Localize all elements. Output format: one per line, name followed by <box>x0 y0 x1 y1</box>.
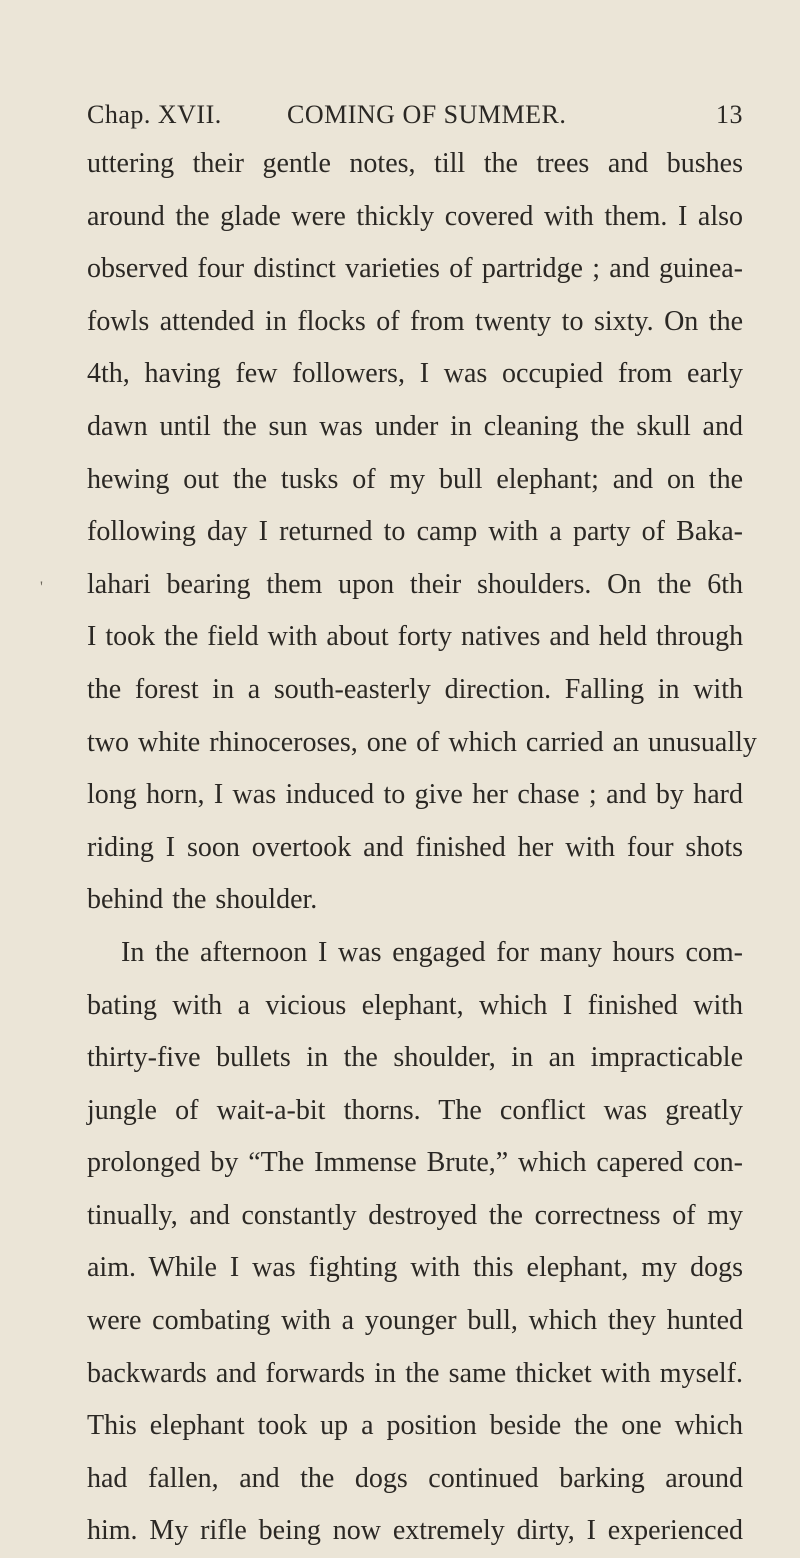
text-line: following day I returned to camp with a party of Baka- <box>87 516 743 548</box>
text-line: were combating with a younger bull, which they hunted <box>87 1305 743 1337</box>
text-line: tinually, and constantly destroyed the correctness of my <box>87 1199 743 1231</box>
text-line: backwards and forwards in the same thicket with myself. <box>87 1357 743 1389</box>
text-line: aim. While I was fighting with this elephant, my dogs <box>87 1252 743 1284</box>
paragraph-end-line: behind the shoulder. <box>87 884 318 916</box>
text-line: uttering their gentle notes, till the trees and bushes <box>87 148 743 179</box>
text-line: had fallen, and the dogs continued barking around <box>87 1462 743 1494</box>
text-line: This elephant took up a position beside the one which <box>87 1410 743 1442</box>
text-line: the forest in a south-easterly direction. Falling in with <box>87 673 743 705</box>
page-number: 13 <box>716 100 743 129</box>
text-line: two white rhinoceroses, one of which carried an unusually <box>87 726 757 758</box>
text-line: riding I soon overtook and finished her with four shots <box>87 831 743 863</box>
text-line: observed four distinct varieties of partridge ; and guinea- <box>87 253 743 285</box>
text-line: I took the field with about forty natives and held through <box>87 621 744 653</box>
running-header <box>87 100 743 134</box>
text-line: around the glade were thickly covered with them. I also <box>87 200 743 232</box>
paragraph-start-line: In the afternoon I was engaged for many hours com- <box>121 936 743 968</box>
text-line: dawn until the sun was under in cleaning the skull and <box>87 410 743 442</box>
text-line: lahari bearing them upon their shoulders. On the 6th <box>87 568 743 600</box>
text-line: fowls attended in flocks of from twenty to sixty. On the <box>87 305 743 337</box>
text-line: hewing out the tusks of my bull elephant; and on the <box>87 463 743 495</box>
body-text <box>87 138 757 1558</box>
text-line: bating with a vicious elephant, which I finished with <box>87 989 743 1021</box>
text-line: 4th, having few followers, I was occupied from early <box>87 358 743 390</box>
text-line: jungle of wait-a-bit thorns. The conflict was greatly <box>87 1094 743 1126</box>
chapter-label: Chap. XVII. <box>87 100 222 129</box>
text-line: thirty-five bullets in the shoulder, in an impracticable <box>87 1042 743 1074</box>
text-line: prolonged by “The Immense Brute,” which capered con- <box>87 1147 743 1179</box>
running-title: COMING OF SUMMER. <box>287 100 567 129</box>
text-line: him. My rifle being now extremely dirty, I experienced <box>87 1515 743 1547</box>
text-line: long horn, I was induced to give her chase ; and by hard <box>87 779 743 811</box>
margin-mark: ' <box>40 579 43 596</box>
